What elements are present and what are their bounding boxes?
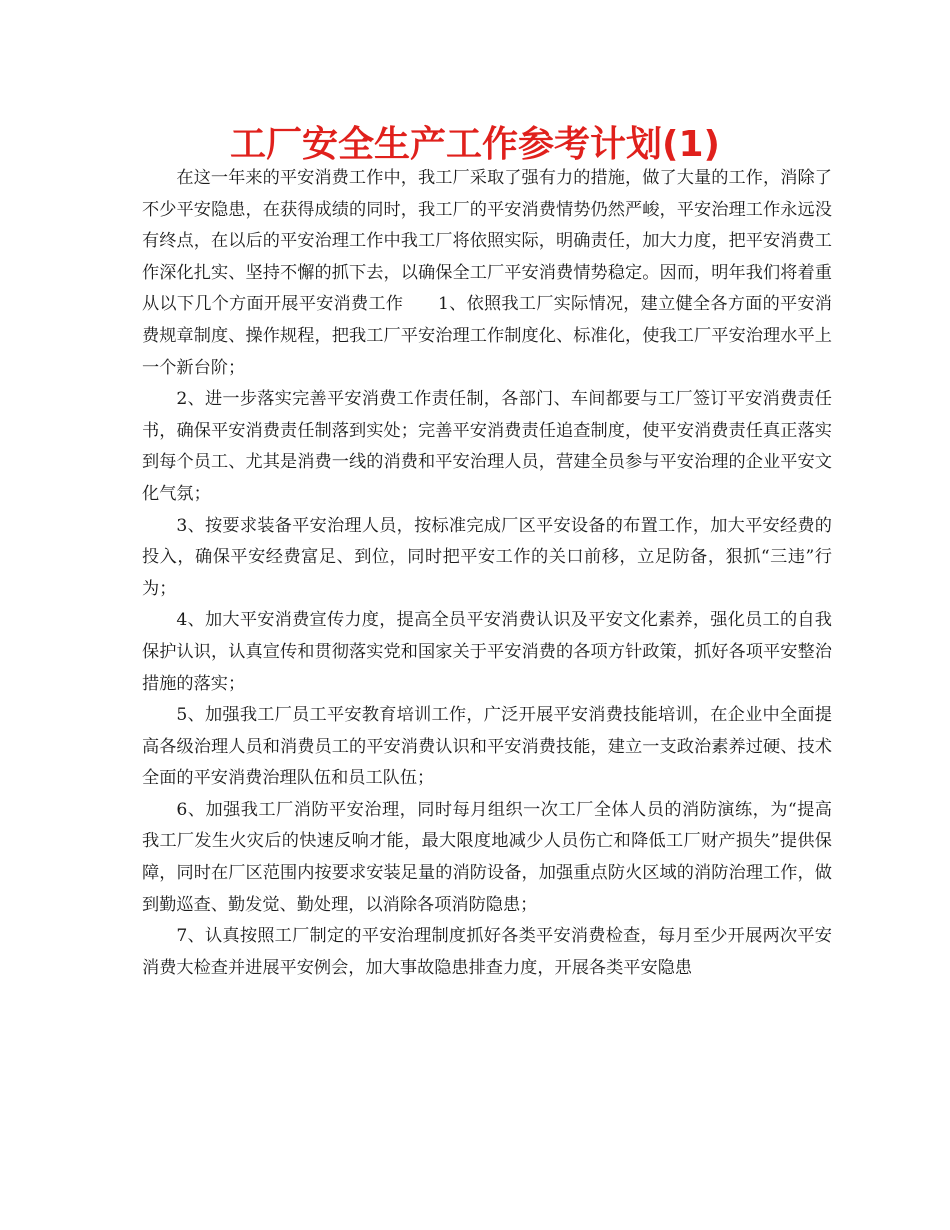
paragraph-item-4: 4、加大平安消费宣传力度，提高全员平安消费认识及平安文化素养，强化员工的自我保护认识，认真宣传和贯彻落实党和国家关于平安消费的各项方针政策，抓好各项平安整治措施的落实； <box>142 610 832 694</box>
paragraph-item-3: 3、按要求装备平安治理人员，按标准完成厂区平安设备的布置工作，加大平安经费的投入，确保平安经费富足、到位，同时把平安工作的关口前移，立足防备，狠抓“三违”行为； <box>142 515 832 599</box>
document-body <box>142 163 832 984</box>
document-title: 工厂安全生产工作参考计划(1) <box>230 124 720 165</box>
paragraph-item-6: 6、加强我工厂消防平安治理，同时每月组织一次工厂全体人员的消防演练，为“提高我工厂发生火灾后的快速反响才能，最大限度地减少人员伤亡和降低工厂财产损失”提供保障，同时在厂区范围内按要求安装足量的消防设备，加强重点防火区域的消防治理工作，做到勤巡查、勤发觉、勤处理，以消除各项消防隐患； <box>142 799 832 915</box>
paragraph-item-7: 7、认真按照工厂制定的平安治理制度抓好各类平安消费检查，每月至少开展两次平安消费大检查并进展平安例会，加大事故隐患排查力度，开展各类平安隐患 <box>142 926 832 978</box>
paragraph-item-5: 5、加强我工厂员工平安教育培训工作，广泛开展平安消费技能培训，在企业中全面提高各级治理人员和消费员工的平安消费认识和平安消费技能，建立一支政治素养过硬、技术全面的平安消费治理队伍和员工队伍； <box>142 705 832 789</box>
paragraph-intro: 在这一年来的平安消费工作中，我工厂采取了强有力的措施，做了大量的工作，消除了不少平安隐患，在获得成绩的同时，我工厂的平安消费情势仍然严峻，平安治理工作永远没有终点，在以后的平安治理工作中我工厂将依照实际，明确责任，加大力度，把平安消费工作深化扎实、坚持不懈的抓下去，以确保全工厂平安消费情势稳定。因而，明年我们将着重从以下几个方面开展平安消费工作 1、依照我工厂实际情况，建立健全各方面的平安消费规章制度、操作规程，把我工厂平安治理工作制度化、标准化，使我工厂平安治理水平上一个新台阶； <box>142 168 832 378</box>
paragraph-item-2: 2、进一步落实完善平安消费工作责任制，各部门、车间都要与工厂签订平安消费责任书，确保平安消费责任制落到实处；完善平安消费责任追查制度，使平安消费责任真正落实到每个员工、尤其是消费一线的消费和平安治理人员，营建全员参与平安治理的企业平安文化气氛； <box>142 389 832 504</box>
